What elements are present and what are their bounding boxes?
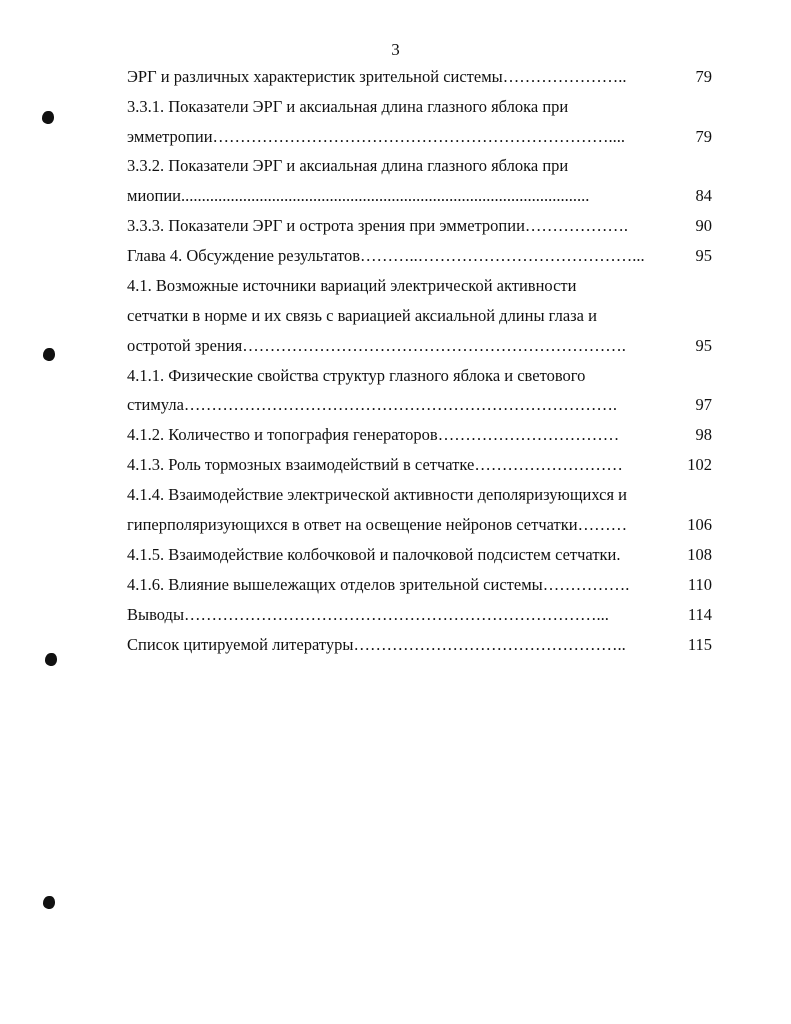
toc-entry[interactable] [127,514,712,536]
toc-entry[interactable] [127,394,712,416]
toc-entry[interactable] [127,245,712,267]
toc-leader-dots: ……… [577,515,628,534]
toc-entry-title: 4.1.1. Физические свойства структур глазного яблока и светового [127,366,586,385]
toc-entry-title: 4.1.4. Взаимодействие электрической активности деполяризующихся и [127,485,628,504]
binding-hole-mark [43,348,55,361]
toc-leader-dots: ………………………………………….. [353,635,626,654]
toc-entry-title: 4.1. Возможные источники вариаций электрической активности [127,276,577,295]
binding-hole-mark [45,653,57,666]
binding-hole-mark [43,896,55,909]
page-number: 3 [391,40,400,59]
toc-entry[interactable] [127,604,712,626]
toc-entry-title: Выводы [127,605,185,624]
toc-leader-dots: ………..…………………………………... [360,246,645,265]
toc-entry-title: 4.1.3. Роль тормозных взаимодействий в сетчатке [127,455,475,474]
toc-entry-title: 3.3.1. Показатели ЭРГ и аксиальная длина глазного яблока при [127,97,569,116]
toc-entry[interactable] [127,275,712,297]
toc-entry-title: гиперполяризующихся в ответ на освещение нейронов сетчатки [127,515,578,534]
toc-page-number: 90 [695,216,712,235]
toc-entry[interactable] [127,96,712,118]
toc-entry[interactable] [127,215,712,237]
toc-entry-title: 3.3.3. Показатели ЭРГ и острота зрения при эмметропии [127,216,525,235]
toc-leader-dots: …………………………… [437,425,620,444]
toc-leader-dots: ……………………………………………………………………. [183,395,618,414]
toc-entry-title: 3.3.2. Показатели ЭРГ и аксиальная длина глазного яблока при [127,156,569,175]
toc-entry[interactable] [127,424,712,446]
toc-entry-title: сетчатки в норме и их связь с вариацией аксиальной длины глаза и [127,306,597,325]
toc-leader-dots: ……………. [542,575,630,594]
toc-entry[interactable] [127,305,712,327]
toc-page-number: 98 [695,425,712,444]
toc-entry-title: Список цитируемой литературы [127,635,354,654]
toc-entry[interactable] [127,365,712,387]
toc-page-number: 108 [687,545,712,564]
toc-leader-dots: ……………………… [474,455,623,474]
toc-entry[interactable] [127,185,712,207]
toc-entry[interactable] [127,155,712,177]
toc-page-number: 79 [695,67,712,86]
toc-page-number: 79 [695,127,712,146]
toc-entry-title: миопии [127,186,182,205]
toc-entry[interactable] [127,544,712,566]
toc-entry-title: Глава 4. Обсуждение результатов [127,246,360,265]
toc-entry-title: ЭРГ и различных характеристик зрительной системы [127,67,503,86]
toc-entry-title: 4.1.5. Взаимодействие колбочковой и палочковой подсистем сетчатки [127,545,617,564]
toc-entry[interactable] [127,126,712,148]
toc-leader-dots: ……………………………………………………………. [242,336,626,355]
toc-entry-title: 4.1.6. Влияние вышележащих отделов зрительной системы [127,575,543,594]
toc-entry[interactable] [127,484,712,506]
toc-page-number: 106 [687,515,712,534]
toc-entry-title: остротой зрения [127,336,243,355]
toc-entry[interactable] [127,634,712,656]
toc-leader-dots: ………………. [524,216,629,235]
toc-page-number: 115 [687,635,712,654]
toc-entry[interactable] [127,335,712,357]
toc-leader-dots: …………………………………………………………………... [184,605,609,624]
toc-page-number: 84 [695,186,712,205]
toc-entry-title: 4.1.2. Количество и топография генераторов [127,425,438,444]
binding-hole-mark [42,111,54,124]
toc-leader-dots: ................................................................................................... [181,186,590,205]
toc-entry-title: стимула [127,395,184,414]
toc-page-number: 114 [687,605,712,624]
toc-page-number: 97 [695,395,712,414]
toc-entry[interactable] [127,574,712,596]
toc-page-number: 95 [695,246,712,265]
toc-page-number: 95 [695,336,712,355]
toc-entry[interactable] [127,66,712,88]
toc-leader-dots: ……………………………………………………………….... [212,127,626,146]
toc-page-number: 102 [687,455,712,474]
toc-page-number: 110 [687,575,712,594]
toc-leader-dots: ………………….. [502,67,627,86]
toc-leader-dots: . [616,545,621,564]
toc-entry[interactable] [127,454,712,476]
toc-entry-title: эмметропии [127,127,213,146]
